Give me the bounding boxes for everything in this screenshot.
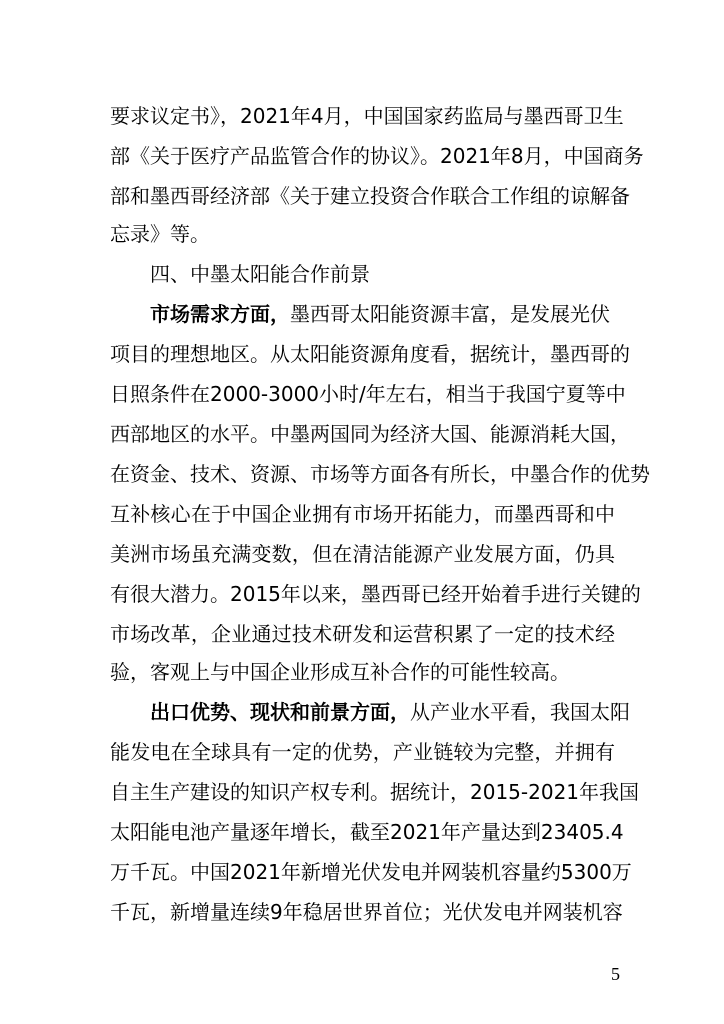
- text-line: 西部地区的水平。中墨两国同为经济大国、能源消耗大国，: [110, 422, 630, 446]
- text-line: 要求议定书》，2021年4月，中国国家药监局与墨西哥卫生: [110, 104, 624, 128]
- text-line: 部《关于医疗产品监管合作的协议》。2021年8月，中国商务: [110, 144, 644, 168]
- page-number: 5: [611, 964, 620, 984]
- text-line: 美洲市场虽充满变数，但在清洁能源产业发展方面，仍具: [110, 542, 615, 566]
- text-line: 自主生产建设的知识产权专利。据统计，2015-2021年我国: [110, 780, 640, 804]
- text-line: 太阳能电池产量逐年增长，截至2021年产量达到23405.4: [110, 820, 624, 844]
- text-line: 部和墨西哥经济部《关于建立投资合作联合工作组的谅解备: [110, 184, 630, 208]
- paragraph-first-line: [150, 298, 615, 330]
- paragraph-first-line: [150, 696, 630, 728]
- text-line: 有很大潜力。2015年以来，墨西哥已经开始着手进行关键的: [110, 582, 641, 606]
- text-line: 在资金、技术、资源、市场等方面各有所长，中墨合作的优势: [110, 462, 650, 486]
- bold-lead-export-advantage: 出口优势、现状和前景方面，: [150, 700, 410, 724]
- text-run: 墨西哥太阳能资源丰富，是发展光伏: [290, 302, 610, 326]
- text-line: 项目的理想地区。从太阳能资源角度看，据统计，墨西哥的: [110, 342, 630, 366]
- text-line: 万千瓦。中国2021年新增光伏发电并网装机容量约5300万: [110, 860, 632, 884]
- text-line: 验，客观上与中国企业形成互补合作的可能性较高。: [110, 660, 570, 684]
- text-run: 从产业水平看，我国太阳: [410, 700, 630, 724]
- bold-lead-market-demand: 市场需求方面，: [150, 302, 290, 326]
- text-line: 千瓦，新增量连续9年稳居世界首位；光伏发电并网装机容: [110, 900, 623, 924]
- text-line: 市场改革，企业通过技术研发和运营积累了一定的技术经: [110, 622, 615, 646]
- text-line: 忘录》等。: [110, 222, 210, 246]
- section-heading: 四、中墨太阳能合作前景: [150, 262, 370, 286]
- text-line: 能发电在全球具有一定的优势，产业链较为完整，并拥有: [110, 740, 615, 764]
- text-line: 日照条件在2000-3000小时/年左右，相当于我国宁夏等中: [110, 382, 626, 406]
- text-line: 互补核心在于中国企业拥有市场开拓能力，而墨西哥和中: [110, 502, 615, 526]
